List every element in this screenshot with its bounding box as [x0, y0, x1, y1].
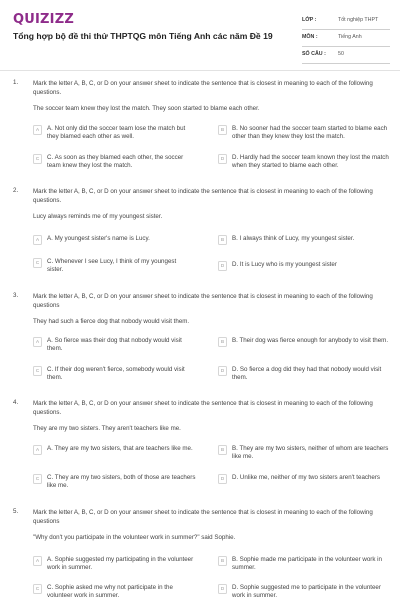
meta-label: LỚP : — [302, 17, 317, 23]
option-letter-box: B — [218, 445, 227, 455]
option-text: A. Not only did the soccer team lose the match but they blamed each other as well. — [47, 125, 186, 141]
option-letter-box: C — [33, 366, 42, 376]
option-letter-box: A — [33, 337, 42, 347]
question-number: 2. — [13, 187, 19, 194]
meta-value: 50 — [338, 51, 344, 57]
option-text: A. Sophie suggested my participating in the volunteer work in summer. — [47, 556, 194, 572]
option-letter-box: A — [33, 445, 42, 455]
meta-value: Tiếng Anh — [338, 34, 362, 40]
worksheet-header — [0, 0, 400, 64]
option-text: D. Sophie suggested me to participate in the volunteer work in summer. — [232, 584, 381, 600]
worksheet-meta — [302, 13, 390, 64]
option-letter-box: B — [218, 125, 227, 135]
option-letter-box: A — [33, 556, 42, 566]
option-letter-box: D — [218, 366, 227, 376]
option-letter-box: A — [33, 125, 42, 135]
option-letter-box: D — [218, 584, 227, 594]
question-number: 4. — [13, 399, 19, 406]
question-number: 3. — [13, 292, 19, 299]
question-stem: "Why don't you participate in the volunteer work in summer?" said Sophie. — [33, 534, 236, 541]
option-text: B. They are my two sisters, neither of whom are teachers like me. — [232, 445, 389, 461]
question-stem: Lucy always reminds me of my youngest sister. — [33, 213, 163, 220]
question-stem: They had such a fierce dog that nobody would visit them. — [33, 318, 190, 325]
question-instruction: Mark the letter A, B, C, or D on your answer sheet to indicate the sentence that is closest in meaning to each of the following questions. — [33, 80, 373, 97]
option-letter-box: C — [33, 584, 42, 594]
option-text: A. So fierce was their dog that nobody would visit them. — [47, 337, 182, 353]
question-instruction: Mark the letter A, B, C, or D on your answer sheet to indicate the sentence that is closest in meaning to each of the following questions. — [33, 400, 373, 417]
option-text: D. Hardly had the soccer team known they lost the match when they started to blame each other. — [232, 154, 389, 170]
option-text: B. Sophie made me participate in the volunteer work in summer. — [232, 556, 382, 572]
option-letter-box: D — [218, 474, 227, 484]
option-letter-box: D — [218, 154, 227, 164]
header-divider — [0, 70, 400, 71]
question-instruction: Mark the letter A, B, C, or D on your answer sheet to indicate the sentence that is closest in meaning to each of the following questions — [33, 293, 373, 310]
option-letter-box: C — [33, 258, 42, 268]
question-instruction: Mark the letter A, B, C, or D on your answer sheet to indicate the sentence that is closest in meaning to each of the following questions — [33, 509, 373, 526]
meta-row-subject — [302, 30, 390, 47]
option-text: B. Their dog was fierce enough for anybody to visit them. — [232, 337, 389, 344]
option-text: B. No sooner had the soccer team started to blame each other than they knew they lost the match. — [232, 125, 388, 141]
option-text: B. I always think of Lucy, my youngest sister. — [232, 235, 355, 242]
option-text: A. My youngest sister's name is Lucy. — [47, 235, 150, 242]
option-text: C. As soon as they blamed each other, the soccer team knew they lost the match. — [47, 154, 184, 170]
option-letter-box: C — [33, 474, 42, 484]
option-text: C. If their dog weren't fierce, somebody would visit them. — [47, 366, 185, 382]
meta-label: SỐ CÂU : — [302, 51, 326, 57]
option-letter-box: C — [33, 154, 42, 164]
option-text: C. Whenever I see Lucy, I think of my youngest sister. — [47, 258, 177, 274]
option-text: A. They are my two sisters, that are teachers like me. — [47, 445, 193, 452]
option-letter-box: A — [33, 235, 42, 245]
option-letter-box: D — [218, 261, 227, 271]
option-text: D. So fierce a dog did they had that nobody would visit them. — [232, 366, 382, 382]
question-instruction: Mark the letter A, B, C, or D on your answer sheet to indicate the sentence that is closest in meaning to each of the following questions. — [33, 188, 373, 205]
option-text: D. It is Lucy who is my youngest sister — [232, 261, 337, 268]
worksheet-title: Tổng hợp bộ đề thi thử THPTQG môn Tiếng Anh các năm Đề 19 — [13, 31, 273, 41]
question-number: 5. — [13, 508, 19, 515]
option-letter-box: B — [218, 235, 227, 245]
question-stem: The soccer team knew they lost the match. They soon started to blame each other. — [33, 105, 260, 112]
meta-value: Tốt nghiệp THPT — [338, 17, 379, 23]
question-number: 1. — [13, 79, 19, 86]
question-stem: They are my two sisters. They aren't teachers like me. — [33, 425, 181, 432]
quizizz-logo: QUIZIZZ — [13, 12, 74, 27]
meta-row-class — [302, 13, 390, 30]
meta-row-count — [302, 47, 390, 64]
option-text: D. Unlike me, neither of my two sisters aren't teachers — [232, 474, 381, 481]
option-letter-box: B — [218, 337, 227, 347]
meta-label: MÔN : — [302, 34, 318, 40]
option-text: C. They are my two sisters, both of those are teachers like me. — [47, 474, 196, 490]
option-text: C. Sophie asked me why not participate in the volunteer work in summer. — [47, 584, 173, 600]
option-letter-box: B — [218, 556, 227, 566]
